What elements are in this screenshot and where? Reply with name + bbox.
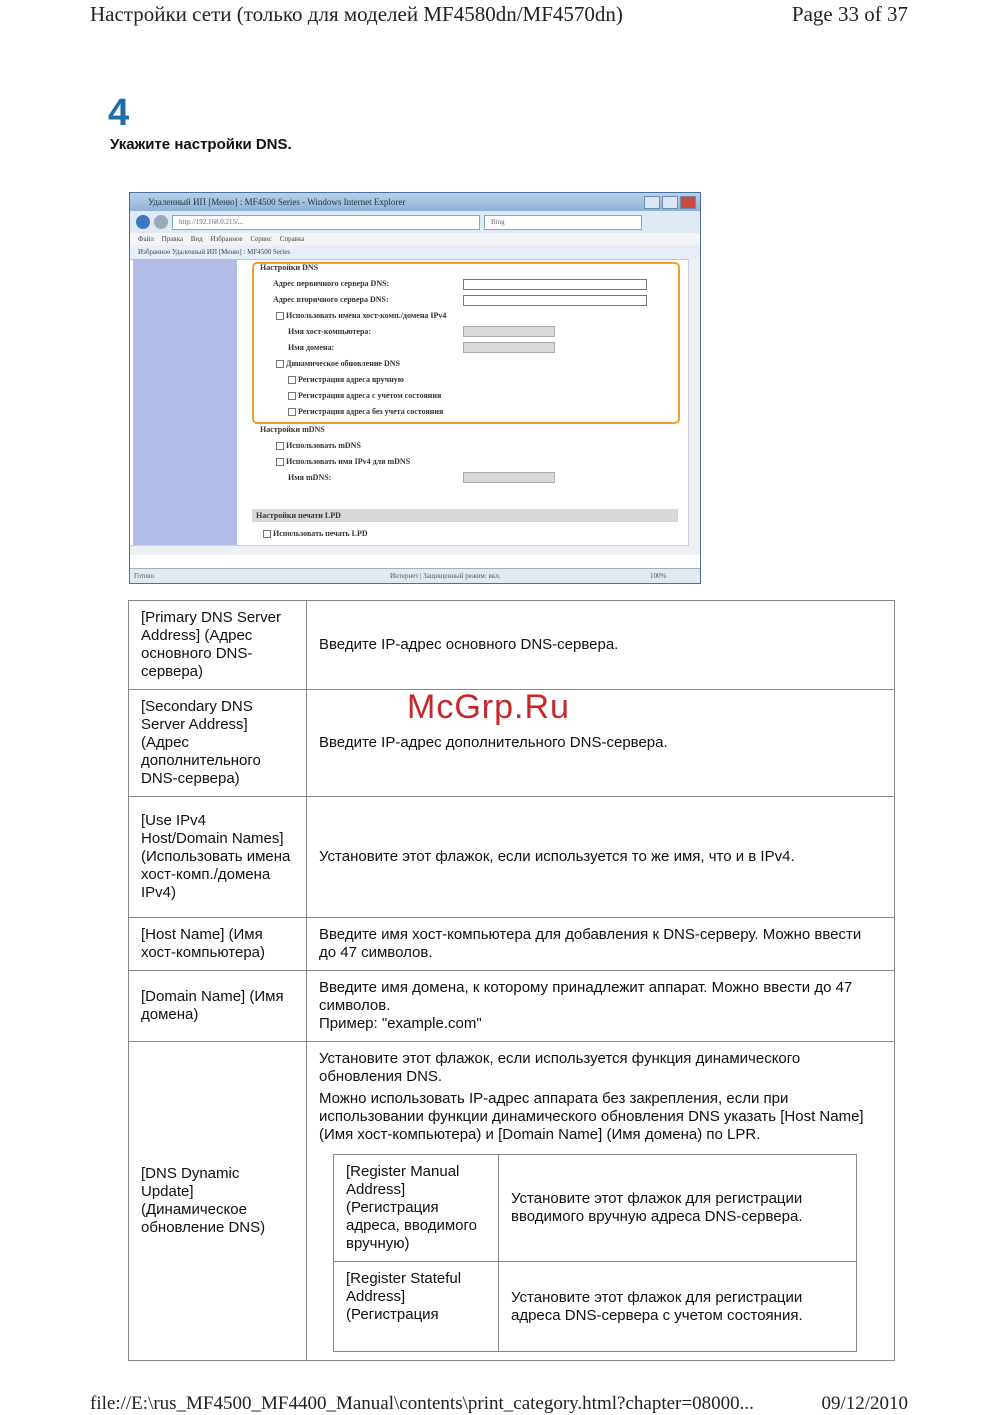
browser-titlebar [130, 193, 700, 211]
mdns-name-label: Имя mDNS: [288, 473, 332, 482]
sub-setting-description: Установите этот флажок для регистрации вводимого вручную адреса DNS-сервера. [499, 1155, 857, 1262]
setting-description: Введите IP-адрес дополнительного DNS-сервера. [307, 690, 895, 797]
setting-name: [Primary DNS Server Address] (Адрес основного DNS-сервера) [129, 601, 307, 690]
document-header-title: Настройки сети (только для моделей MF4580dn/MF4570dn) [90, 2, 623, 26]
table-row [129, 918, 895, 971]
status-zone: Интернет | Защищенный режим: вкл. [390, 572, 501, 580]
setting-name: [Use IPv4 Host/Domain Names] (Использовать имена хост-комп./домена IPv4) [129, 797, 307, 918]
browser-menubar: Файл Правка Вид Избранное Сервис Справка [130, 233, 700, 245]
browser-title: Удаленный ИП [Меню] : MF4500 Series - Windows Internet Explorer [148, 197, 406, 207]
host-name-label: Имя хост-компьютера: [288, 327, 372, 336]
primary-dns-label: Адрес первичного сервера DNS: [273, 279, 390, 288]
sub-setting-description: Установите этот флажок для регистрации адреса DNS-сервера с учетом состояния. [499, 1262, 857, 1352]
left-panel [133, 259, 237, 549]
setting-name: [Domain Name] (Имя домена) [129, 971, 307, 1042]
minimize-icon [644, 196, 660, 209]
back-icon [136, 215, 150, 229]
page-counter: Page 33 of 37 [791, 2, 908, 26]
table-row [334, 1262, 857, 1352]
step-number: 4 [108, 92, 130, 134]
maximize-icon [662, 196, 678, 209]
domain-name-input [463, 342, 555, 353]
register-manual-option: Регистрация адреса вручную [288, 375, 404, 384]
secondary-dns-label: Адрес вторичного сервера DNS: [273, 295, 389, 304]
description-line: Можно использовать IP-адрес аппарата без закрепления, если при использовании функции динамического обновления DNS указать [Host Name] (Имя хост-компьютера) и [Domain Name] (Имя домена) по LPR. [319, 1090, 864, 1143]
setting-name: [Secondary DNS Server Address] (Адрес дополнительного DNS-сервера) [129, 690, 307, 797]
vertical-scrollbar [688, 259, 700, 555]
table-row [129, 971, 895, 1042]
browser-screenshot [129, 192, 701, 584]
search-field: Bing [484, 215, 642, 230]
watermark: McGrp.Ru [407, 688, 570, 726]
mdns-settings-title: Настройки mDNS [260, 425, 325, 434]
dns-settings-title: Настройки DNS [260, 263, 319, 272]
primary-dns-input [463, 279, 647, 290]
page-content [130, 259, 700, 555]
description-line: Введите имя домена, к которому принадлежит аппарат. Можно ввести до 47 символов. [319, 979, 853, 1014]
setting-description [307, 1042, 895, 1361]
setting-description: Введите IP-адрес основного DNS-сервера. [307, 601, 895, 690]
step-instruction: Укажите настройки DNS. [110, 136, 292, 153]
sub-setting-name: [Register Manual Address] (Регистрация адреса, вводимого вручную) [334, 1155, 499, 1262]
use-lpd-option: Использовать печать LPD [263, 529, 368, 538]
sub-setting-name: [Register Stateful Address] (Регистрация [334, 1262, 499, 1352]
register-stateless-option: Регистрация адреса без учета состояния [288, 407, 443, 416]
secondary-dns-input [463, 295, 647, 306]
checkbox-icon [288, 376, 296, 384]
horizontal-scrollbar [130, 545, 689, 555]
address-bar [130, 211, 700, 233]
setting-name: [DNS Dynamic Update] (Динамическое обновление DNS) [129, 1042, 307, 1361]
setting-description: Установите этот флажок, если используется то же имя, что и в IPv4. [307, 797, 895, 918]
table-row [334, 1155, 857, 1262]
forward-icon [154, 215, 168, 229]
dns-dynamic-update-option: Динамическое обновление DNS [276, 359, 400, 368]
footer-date: 09/12/2010 [821, 1393, 908, 1414]
table-row [129, 797, 895, 918]
footer-path: file://E:\rus_MF4500_MF4400_Manual\contents\print_category.html?chapter=08000... [90, 1393, 754, 1414]
description-line: Установите этот флажок, если используется функция динамического обновления DNS. [319, 1050, 801, 1085]
domain-name-label: Имя домена: [288, 343, 335, 352]
checkbox-icon [276, 360, 284, 368]
url-field: http://192.168.0.215/... [172, 215, 480, 230]
description-example: Пример: "example.com" [319, 1015, 482, 1032]
setting-name: [Host Name] (Имя хост-компьютера) [129, 918, 307, 971]
use-mdns-option: Использовать mDNS [276, 441, 361, 450]
status-zoom: 100% [650, 572, 667, 580]
lpd-settings-title: Настройки печати LPD [256, 511, 341, 520]
checkbox-icon [276, 442, 284, 450]
sub-settings-table [333, 1154, 857, 1352]
status-ready: Готово [134, 572, 155, 580]
use-ipv4-names-option: Использовать имена хост-комп./домена IPv4 [276, 311, 446, 320]
checkbox-icon [288, 408, 296, 416]
checkbox-icon [288, 392, 296, 400]
table-row [129, 601, 895, 690]
register-stateful-option: Регистрация адреса с учетом состояния [288, 391, 441, 400]
browser-statusbar [130, 568, 700, 583]
checkbox-icon [263, 530, 271, 538]
mdns-name-input [463, 472, 555, 483]
setting-description: Введите имя хост-компьютера для добавления к DNS-серверу. Можно ввести до 47 символов. [307, 918, 895, 971]
close-icon [680, 196, 696, 209]
window-controls [644, 196, 696, 209]
checkbox-icon [276, 458, 284, 466]
checkbox-icon [276, 312, 284, 320]
setting-description [307, 971, 895, 1042]
use-ipv4-mdns-option: Использовать имя IPv4 для mDNS [276, 457, 410, 466]
host-name-input [463, 326, 555, 337]
table-row [129, 1042, 895, 1361]
favorites-bar: Избранное Удаленный ИП [Меню] : MF4500 Series [130, 245, 700, 260]
